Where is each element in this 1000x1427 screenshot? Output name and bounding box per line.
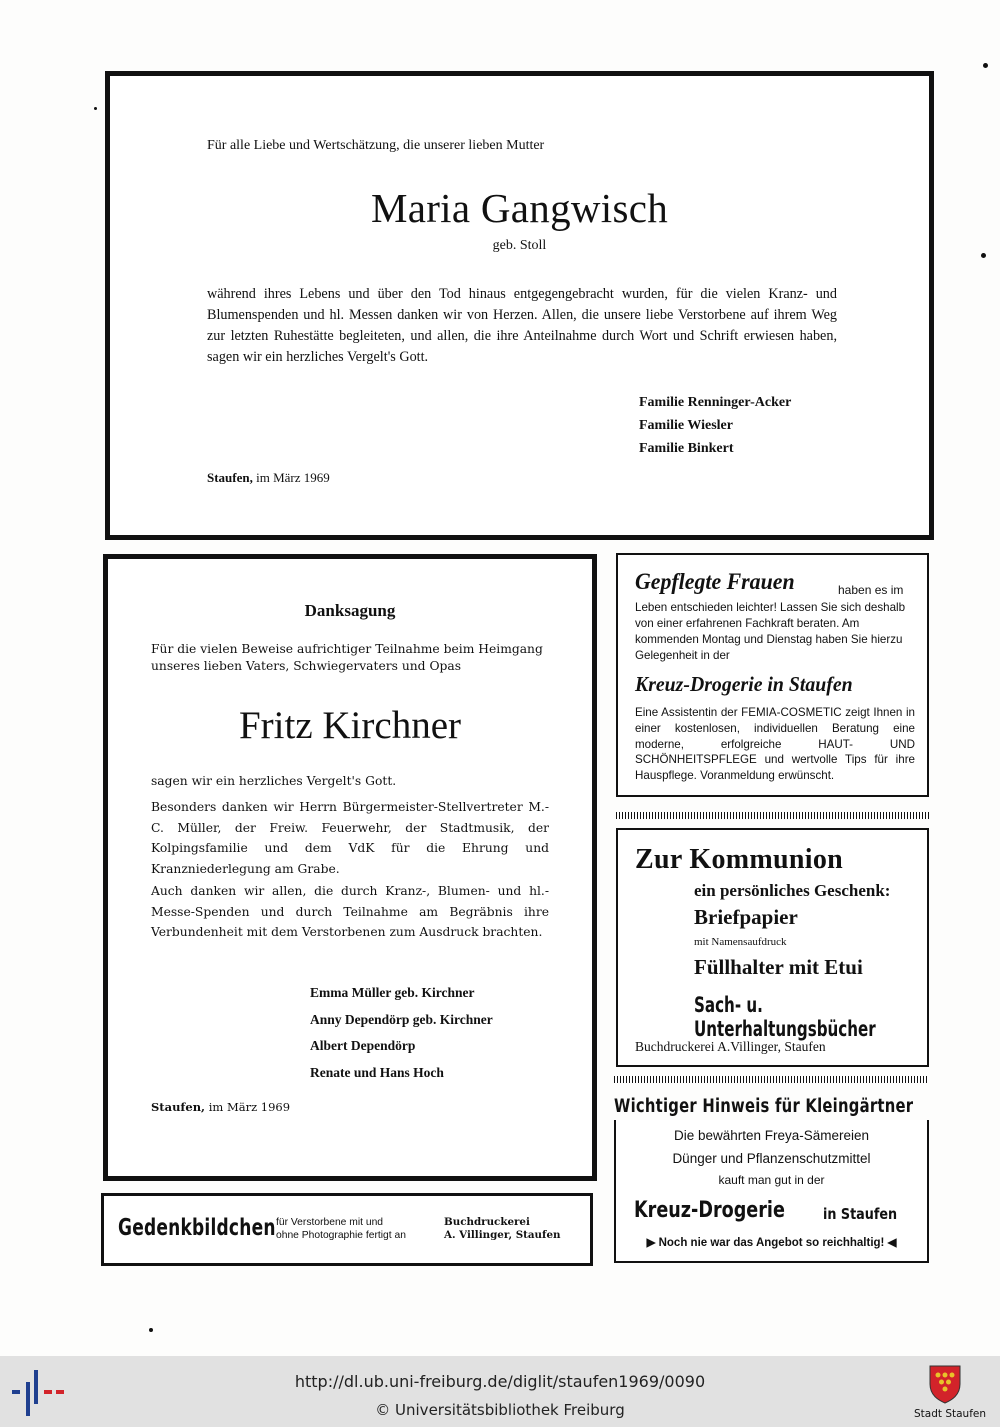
intro-line: unseres lieben Vaters, Schwiegervaters und Opas xyxy=(151,659,462,673)
ad-title: Gepflegte Frauen xyxy=(635,569,795,594)
speck-mark xyxy=(94,107,97,110)
notice-heading: Danksagung xyxy=(304,601,396,620)
signatory: Familie Binkert xyxy=(639,441,734,456)
signatories xyxy=(639,391,791,460)
ad-shop-name: Kreuz-Drogerie xyxy=(634,1198,785,1223)
ad-title-tail: haben es im xyxy=(838,583,904,597)
hatched-divider xyxy=(614,1076,929,1083)
signatory: Familie Wiesler xyxy=(639,418,733,433)
ad-footer: Buchdruckerei A.Villinger, Staufen xyxy=(635,1039,826,1054)
ad-shop-city: in Staufen xyxy=(823,1205,898,1223)
ad-line: für Verstorbene mit und xyxy=(276,1217,384,1228)
place-date xyxy=(207,470,330,486)
notice-intro: Für alle Liebe und Wertschätzung, die unserer lieben Mutter xyxy=(207,138,545,153)
ad-line: ohne Photographie fertigt an xyxy=(276,1230,406,1241)
place: Staufen, xyxy=(151,1100,206,1114)
punch-hole-mark xyxy=(981,253,986,258)
ad-line: Buchdruckerei xyxy=(444,1216,530,1228)
signatory: Anny Dependörp geb. Kirchner xyxy=(310,1011,493,1027)
ad-title: Zur Kommunion xyxy=(635,844,843,875)
notice-body: während ihres Lebens und über den Tod hinaus entgegengebracht wurden, für die vielen Kranz- und Blumenspenden und hl. Messen danken wir von Herzen. Allen, die unsere liebe Verstorbene auf ihrem Weg zur letzten Ruhestätte begleiteten, und allen, die ihre Anteilnahme durch Wort und Schrift erwiesen haben, sagen wir ein herzliches Vergelt's Gott. xyxy=(207,286,837,365)
viewer-footer xyxy=(0,1356,1000,1427)
ad-line: Sach- u. Unterhaltungsbücher xyxy=(694,993,876,1041)
date: im März 1969 xyxy=(205,1100,291,1114)
signatory: Albert Dependörp xyxy=(310,1038,416,1053)
ad-kleingaertner xyxy=(614,1120,929,1263)
obituary-notice-kirchner xyxy=(103,554,597,1181)
ad-title: Gedenkbildchen xyxy=(118,1215,276,1241)
ad-heading: Wichtiger Hinweis für Kleingärtner xyxy=(614,1096,914,1117)
notice-intro xyxy=(151,641,543,675)
speck-mark xyxy=(149,1328,153,1332)
ad-line: mit Namensaufdruck xyxy=(694,936,787,948)
ad-line: kauft man gut in der xyxy=(718,1173,825,1187)
ad-line: Füllhalter mit Etui xyxy=(694,955,863,979)
thanks-line: sagen wir ein herzliches Vergelt's Gott. xyxy=(151,774,397,788)
ad-printer xyxy=(444,1216,561,1242)
ad-body: Leben entschieden leichter! Lassen Sie sich deshalb von einer erfahrenen Fachkraft beraten. Am kommenden Montag und Dienstag haben Sie hierzu Gelegenheit in der xyxy=(635,601,906,662)
copyright-notice: © Universitätsbibliothek Freiburg xyxy=(375,1401,625,1419)
notice-paragraph: Besonders danken wir Herrn Bürgermeister-Stellvertreter M.-C. Müller, der Freiw. Feuerwehr, der Stadtmusik, der Kolpingsfamilie und dem VdK für die Ehrung und Kranzniederlegung am Grabe. xyxy=(151,800,549,876)
ad-line: Dünger und Pflanzenschutzmittel xyxy=(672,1151,871,1166)
ad-body: Eine Assistentin der FEMIA-COSMETIC zeigt Ihnen in einer kostenlosen, individuellen Beratung eine moderne, erfolgreiche HAUT- UND SCHÖNHEITSPFLEGE und wertvolle Tips für ihre Hauspflege. Voranmeldung erwünscht. xyxy=(635,706,915,783)
ad-line: A. Villinger, Staufen xyxy=(444,1229,561,1241)
ad-kommunion xyxy=(616,828,929,1067)
deceased-name: Fritz Kirchner xyxy=(238,704,461,747)
signatory: Familie Renninger-Acker xyxy=(639,395,792,410)
ad-line: ein persönliches Geschenk: xyxy=(694,881,891,900)
maiden-name: geb. Stoll xyxy=(492,238,547,253)
signatory: Renate und Hans Hoch xyxy=(310,1064,444,1080)
ad-line: Briefpapier xyxy=(694,905,798,929)
ad-shop-name: Kreuz-Drogerie in Staufen xyxy=(635,672,853,696)
intro-line: Für die vielen Beweise aufrichtiger Teilnahme beim Heimgang xyxy=(151,642,543,656)
ad-motto: ▶ Noch nie war das Angebot so reichhaltig! ◀ xyxy=(646,1237,897,1249)
punch-hole-mark xyxy=(983,63,988,68)
city-label: Stadt Staufen xyxy=(913,1408,987,1420)
date: im März 1969 xyxy=(252,470,330,485)
obituary-notice-gangwisch xyxy=(105,71,934,540)
ad-description xyxy=(276,1216,406,1242)
city-coat-of-arms-icon xyxy=(928,1364,962,1404)
notice-paragraph: Auch danken wir allen, die durch Kranz-, Blumen- und hl.-Messe-Spenden und durch Teilnahme am Begräbnis ihre Verbundenheit mit dem Verstorbenen zum Ausdruck brachten. xyxy=(151,884,549,939)
signatories xyxy=(310,980,493,1086)
hatched-divider xyxy=(616,812,929,819)
ad-gedenkbildchen xyxy=(101,1193,593,1266)
signatory: Emma Müller geb. Kirchner xyxy=(310,985,475,1000)
deceased-name: Maria Gangwisch xyxy=(370,185,669,231)
ad-line: Die bewährten Freya-Sämereien xyxy=(673,1128,870,1143)
ad-femia-cosmetic xyxy=(616,553,929,797)
document-url[interactable]: http://dl.ub.uni-freiburg.de/diglit/staufen1969/0090 xyxy=(294,1372,706,1391)
place: Staufen, xyxy=(207,470,253,485)
place-date xyxy=(151,1100,290,1114)
